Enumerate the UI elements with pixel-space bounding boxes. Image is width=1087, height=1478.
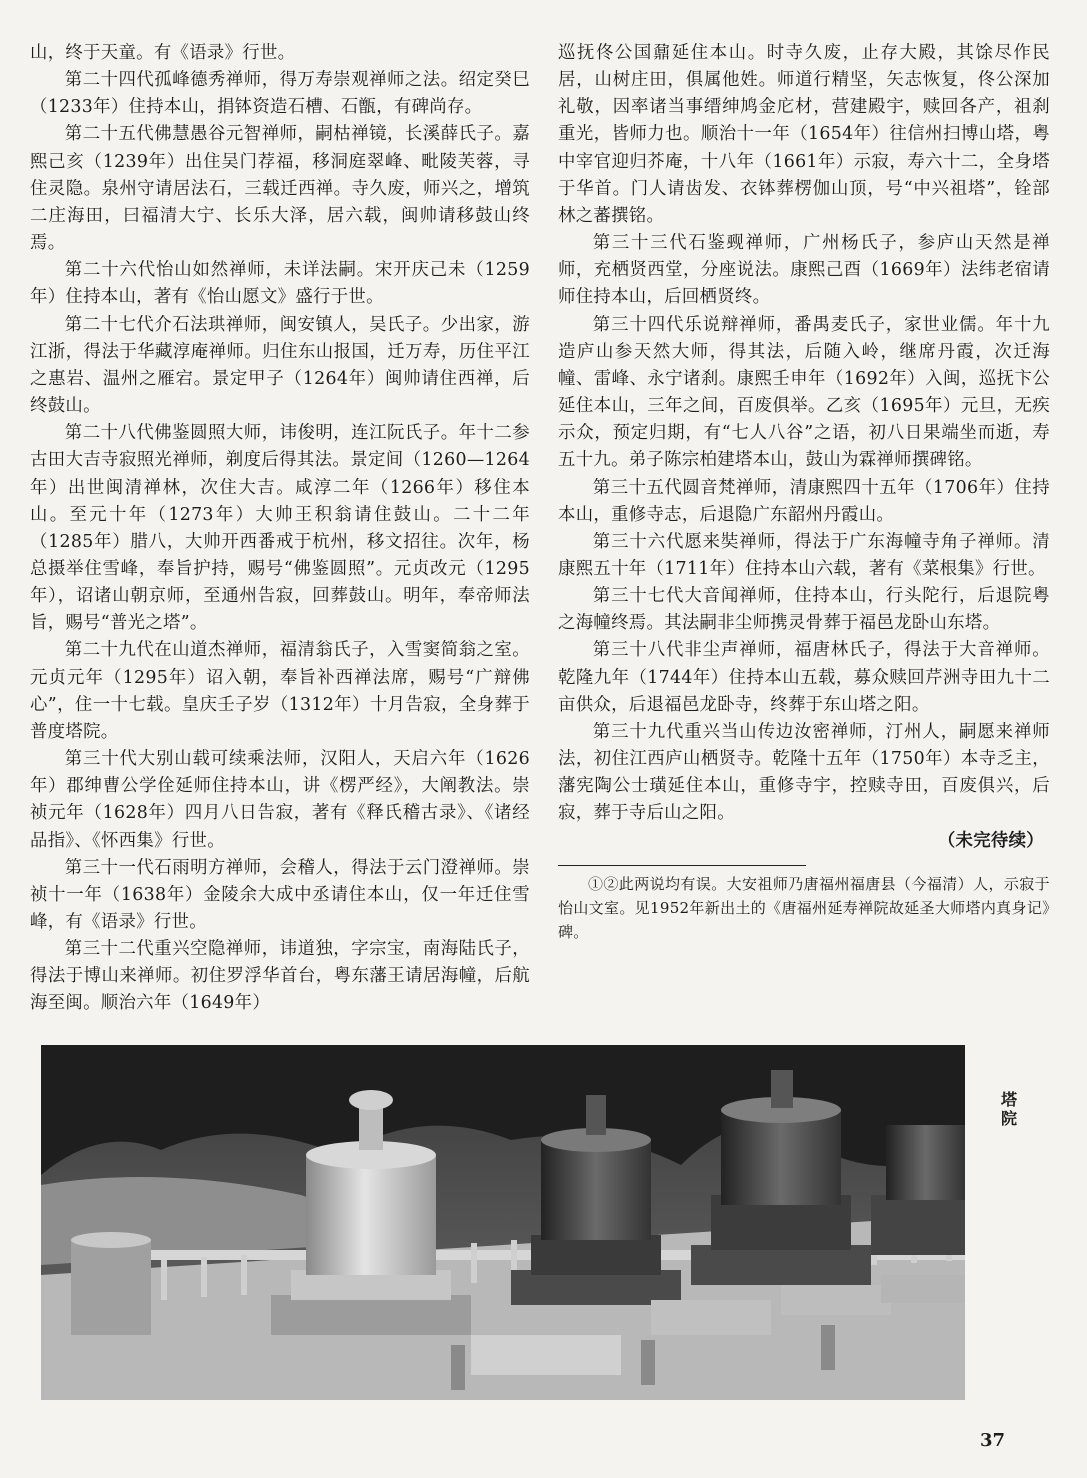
pagoda-courtyard-photo <box>41 1045 965 1400</box>
photo-caption: 塔院 <box>1000 1090 1017 1128</box>
paragraph: 巡抚佟公国鼐延住本山。时寺久废，止存大殿，其馀尽作民居，山树庄田，俱属他姓。师道行精坚，矢志恢复，佟公深加礼敬，因率诸当事缙绅鸠金庀材，营建殿宇，赎回各产，祖刹重光，皆师力也。顺治十一年（1654年）往信州扫博山塔，粤中宰官迎归芥庵，十八年（1661年）示寂，寿六十二，全身塔于华首。门人请齿发、衣钵葬楞伽山顶，号“中兴祖塔”，铨部林之蕃撰铭。 <box>558 43 1050 226</box>
paragraph: 第二十八代佛鉴圆照大师，讳俊明，连江阮氏子。年十二参古田大吉寺寂照光禅师，剃度后得其法。景定间（1260—1264年）出世闽清禅林，次住大吉。咸淳二年（1266年）移住本山。至元十年（1273年）大帅王积翁请住鼓山。二十二年（1285年）腊八，大帅开西番戒于杭州，移文招往。次年，杨总摄举住雪峰，奉旨护持，赐号“佛鉴圆照”。元贞改元（1295年），诏诸山朝京师，至通州告寂，回葬鼓山。明年，奉帝师法旨，赐号“普光之塔”。 <box>30 423 530 634</box>
paragraph: 第二十四代孤峰德秀禅师，得万寿崇观禅师之法。绍定癸巳（1233年）住持本山，捐钵资造石槽、石甑，有碑尚存。 <box>30 70 530 118</box>
paragraph: 第三十八代非尘声禅师，福唐林氏子，得法于大音禅师。乾隆九年（1744年）住持本山五载，募众赎回芹洲寺田九十二亩供众，后退福邑龙卧寺，终葬于东山塔之阳。 <box>558 640 1050 715</box>
paragraph: 第三十三代石鉴觋禅师，广州杨氏子，参庐山天然是禅师，充栖贤西堂，分座说法。康熙己酉（1669年）法纬老宿请师住持本山，后回栖贤终。 <box>558 233 1050 308</box>
paragraph: 第三十一代石雨明方禅师，会稽人，得法于云门澄禅师。崇祯十一年（1638年）金陵余大成中丞请住本山，仅一年迁住雪峰，有《语录》行世。 <box>30 857 530 932</box>
to-be-continued-note: （未完待续） <box>937 830 1044 851</box>
paragraph: 第三十五代圆音梵禅师，清康熙四十五年（1706年）住持本山，重修寺志，后退隐广东韶州丹霞山。 <box>558 477 1050 525</box>
paragraph: 第二十七代介石法珙禅师，闽安镇人，吴氏子。少出家，游江浙，得法于华藏淳庵禅师。归住东山报国，迁万寿，历住平江之惠岩、温州之雁宕。景定甲子（1264年）闽帅请住西禅，后终鼓山。 <box>30 314 530 417</box>
paragraph: 第三十二代重兴空隐禅师，讳道独，字宗宝，南海陆氏子，得法于博山来禅师。初住罗浮华首台，粤东藩王请居海幢，后航海至闽。顺治六年（1649年） <box>30 939 530 1014</box>
paragraph: 第三十九代重兴当山传边汝密禅师，汀州人，嗣愿来禅师法，初住江西庐山栖贤寺。乾隆十五年（1750年）本寺乏主，藩宪陶公士璜延住本山，重修寺宇，控赎寺田，百废俱兴，后寂，葬于寺后山之阳。 <box>558 721 1050 824</box>
paragraph: 第三十七代大音闻禅师，住持本山，行头陀行，后退院粤之海幢终焉。其法嗣非尘师携灵骨葬于福邑龙卧山东塔。 <box>558 586 1050 634</box>
paragraph: 第二十六代怡山如然禅师，未详法嗣。宋开庆己未（1259年）住持本山，著有《怡山愿文》盛行于世。 <box>30 260 530 308</box>
paragraph: 第三十六代愿来奘禅师，得法于广东海幢寺角子禅师。清康熙五十年（1711年）住持本山六载，著有《菜根集》行世。 <box>558 531 1050 579</box>
footnote-divider <box>558 865 806 866</box>
footnote: ①②此两说均有误。大安祖师乃唐福州福唐县（今福清）人，示寂于怡山文室。见1952年新出土的《唐福州延寿禅院故延圣大师塔内真身记》碑。 <box>558 874 1050 941</box>
paragraph: 第二十九代在山道杰禅师，福清翁氏子，入雪窦简翁之室。元贞元年（1295年）诏入朝，奉旨补西禅法席，赐号“广辩佛心”，住一十七载。皇庆壬子岁（1312年）十月告寂，全身葬于普度塔院。 <box>30 640 530 742</box>
left-text-column <box>30 40 530 1018</box>
paragraph: 第三十四代乐说辩禅师，番禺麦氏子，家世业儒。年十九造庐山参天然大师，得其法，后随入岭，继席丹霞，次迁海幢、雷峰、永宁诸刹。康熙壬申年（1692年）入闽，巡抚卞公延住本山，三年之间，百废俱举。乙亥（1695年）元旦，无疾示众，预定归期，有“七人八谷”之语，初八日果端坐而逝，寿五十九。弟子陈宗柏建塔本山，鼓山为霖禅师撰碑铭。 <box>558 314 1050 471</box>
paragraph: 第二十五代佛慧愚谷元智禅师，嗣枯禅镜，长溪薛氏子。嘉熙己亥（1239年）出住吴门荐福，移洞庭翠峰、毗陵芙蓉，寻住灵隐。泉州守请居法石，三载迁西禅。寺久废，师兴之，增筑二庄海田，曰福清大宁、长乐大泽，居六载，闽帅请移鼓山终焉。 <box>30 124 530 254</box>
paragraph: 第三十代大别山载可续乘法师，汉阳人，天启六年（1626年）郡绅曹公学佺延师住持本山，讲《楞严经》，大阐教法。崇祯元年（1628年）四月八日告寂，著有《释氏稽古录》、《诸经品指》、《怀西集》行世。 <box>30 749 530 851</box>
page-number: 37 <box>980 1430 1006 1451</box>
paragraph: 山，终于天童。有《语录》行世。 <box>30 43 296 63</box>
right-text-column <box>558 40 1050 944</box>
